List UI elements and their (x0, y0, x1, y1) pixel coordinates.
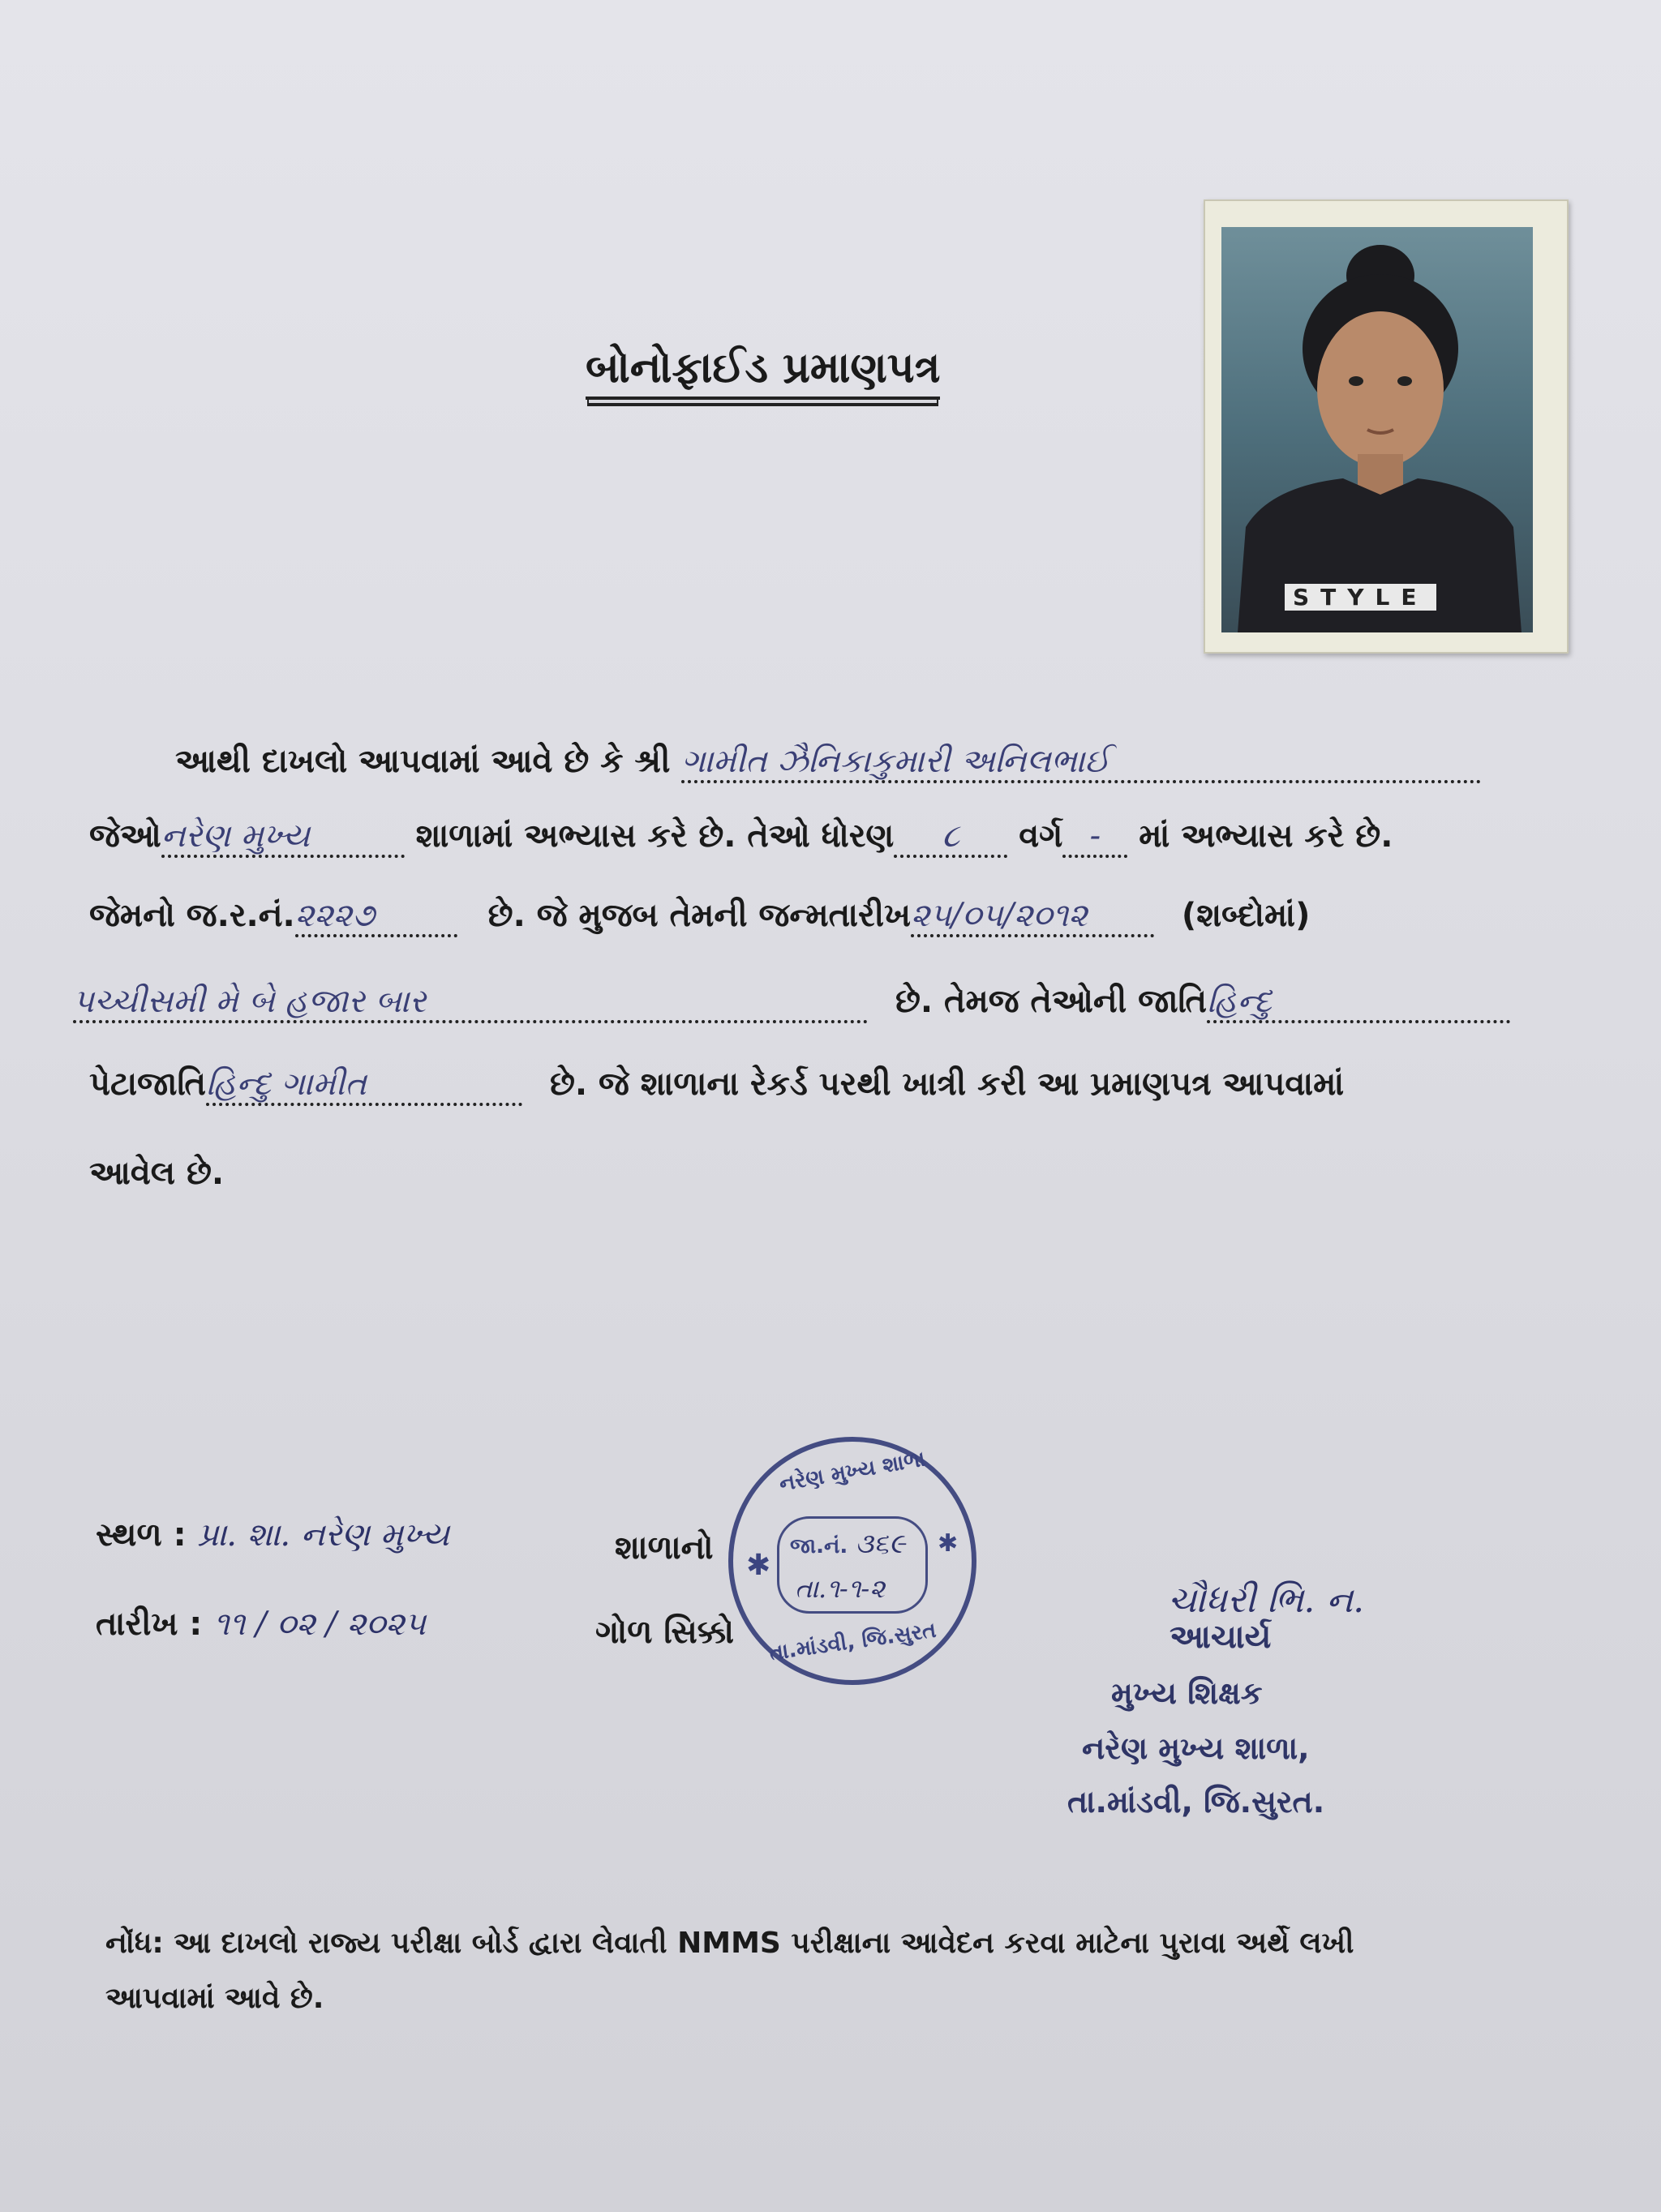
star-icon: ✱ (938, 1529, 959, 1558)
standard-field: ૮ (894, 817, 1007, 858)
body-text: પેટાજાતિ (89, 1065, 207, 1103)
seal-label-1: શાળાનો (615, 1529, 714, 1567)
stamp-reg-row (790, 1528, 905, 1560)
student-portrait-icon (1221, 227, 1533, 632)
body-text: છે. તેમજ તેઓની જાતિ (895, 983, 1208, 1020)
date-value: ૧૧ / ૦૨ / ૨૦૨૫ (213, 1605, 427, 1643)
gr-number-field: ૨૨૨૭ (295, 897, 457, 937)
stamp-reg-label: જા.નં. (790, 1534, 848, 1558)
date-label: તારીખ : (96, 1605, 203, 1643)
student-photo (1221, 227, 1533, 632)
division-field: - (1062, 817, 1127, 858)
note-line-1: નોંધ: આ દાખલો રાજ્ય પરીક્ષા બોર્ડ દ્વારા લેવાતી NMMS પરીક્ષાના આવેદન કરવા માટેના પુરાવા અર્થે લખી (105, 1927, 1354, 1960)
stamp-reg-value: ૩૬૯ (855, 1528, 906, 1560)
place-row (96, 1516, 449, 1554)
signatory-role: આચાર્ય (1170, 1618, 1272, 1656)
principal-signature: ચૌધરી ભિ. ન. (1168, 1580, 1365, 1621)
student-name-field: ગામીત ઝૈનિકાકુમારી અનિલભાઈ (681, 743, 1481, 783)
school-name-field: નરેણ મુખ્ય (161, 817, 405, 858)
body-line-6: આવેલ છે. (89, 1155, 225, 1192)
body-text: માં અભ્યાસ કરે છે. (1139, 817, 1393, 855)
signatory-address: તા.માંડવી, જિ.સુરત. (1067, 1784, 1325, 1820)
note-line-2: આપવામાં આવે છે. (105, 1982, 324, 2015)
body-text: જેઓ (89, 817, 161, 855)
shirt-text: STYLE (1285, 584, 1436, 611)
signatory-title: મુખ્ય શિક્ષક (1111, 1675, 1263, 1711)
body-text: જેમનો જ.ર.નં. (89, 897, 295, 934)
caste-field: હિન્દુ (1207, 983, 1510, 1023)
body-text: (શબ્દોમાં) (1181, 897, 1311, 934)
body-line-2 (89, 817, 1393, 858)
body-text: વર્ગ (1019, 817, 1063, 855)
body-line-4 (73, 983, 1510, 1023)
date-row (96, 1605, 426, 1643)
certificate-title: બોનોફાઈડ પ્રમાણપત્ર (586, 344, 940, 400)
stamp-date: તા.૧-૧-૨ (795, 1573, 885, 1604)
birth-date-field: ૨૫/૦૫/૨૦૧૨ (911, 897, 1154, 937)
stamp-bottom-text: તા.માંડવી, જિ.સુરત (767, 1618, 938, 1666)
stamp-top-text: નરેણ મુખ્ય શાળા (777, 1447, 928, 1497)
body-text: શાળામાં અભ્યાસ કરે છે. તેઓ ધોરણ (415, 817, 895, 855)
birth-date-words-field: પચ્ચીસમી મે બે હજાર બાર (73, 983, 868, 1023)
place-label: સ્થળ : (96, 1516, 187, 1554)
body-line-3 (89, 897, 1310, 937)
place-value: પ્રા. શા. નરેણ મુખ્ય (197, 1516, 450, 1554)
body-line-1 (175, 743, 1481, 783)
shirt-print (1285, 584, 1436, 611)
seal-label-2: ગોળ સિક્કો (595, 1614, 735, 1651)
signatory-school: નરેણ મુખ્ય શાળા, (1082, 1730, 1310, 1766)
body-text: આથી દાખલો આપવામાં આવે છે કે શ્રી (175, 743, 671, 780)
body-line-5 (89, 1065, 1344, 1106)
body-text: છે. જે મુજબ તેમની જન્મતારીખ (487, 897, 911, 934)
star-icon: ✱ (746, 1549, 771, 1582)
subcaste-field: હિન્દુ ગામીત (206, 1065, 522, 1106)
body-text: છે. જે શાળાના રેકર્ડ પરથી ખાત્રી કરી આ પ્રમાણપત્ર આપવામાં (549, 1065, 1345, 1103)
